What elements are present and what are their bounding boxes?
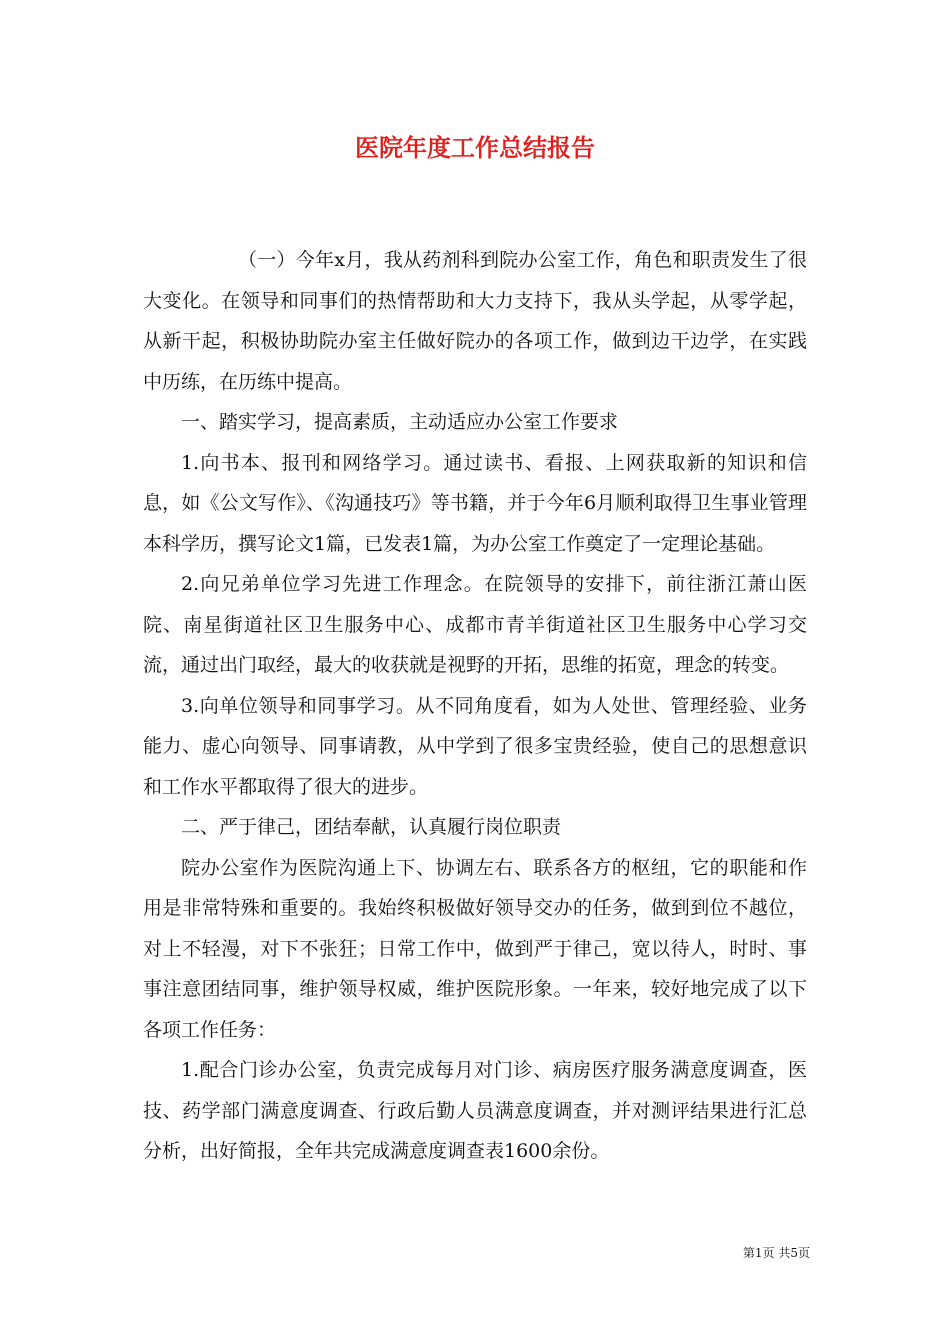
paragraph-item: 3.向单位领导和同事学习。从不同角度看，如为人处世、管理经验、业务能力、虚心向领导、同事请教，从中学到了很多宝贵经验，使自己的思想意识和工作水平都取得了很大的进步。 <box>143 694 807 798</box>
document-title: 医院年度工作总结报告 <box>355 133 595 162</box>
paragraph-intro: （一）今年x月，我从药剂科到院办公室工作，角色和职责发生了很大变化。在领导和同事们的热情帮助和大力支持下，我从头学起，从零学起，从新干起，积极协助院办室主任做好院办的各项工作，做到边干边学，在实践中历练，在历练中提高。 <box>143 249 807 393</box>
section-heading-2: 二、严于律己，团结奉献，认真履行岗位职责 <box>181 816 562 838</box>
document-body <box>143 240 807 1172</box>
paragraph-item: 1.配合门诊办公室，负责完成每月对门诊、病房医疗服务满意度调查，医技、药学部门满意度调查、行政后勤人员满意度调查，并对测评结果进行汇总分析，出好简报，全年共完成满意度调查表1600余份。 <box>143 1059 807 1162</box>
paragraph-item: 2.向兄弟单位学习先进工作理念。在院领导的安排下，前往浙江萧山医院、南星街道社区卫生服务中心、成都市青羊街道社区卫生服务中心学习交流，通过出门取经，最大的收获就是视野的开拓，思维的拓宽，理念的转变。 <box>143 573 807 676</box>
paragraph-body: 院办公室作为医院沟通上下、协调左右、联系各方的枢纽，它的职能和作用是非常特殊和重要的。我始终积极做好领导交办的任务，做到到位不越位，对上不轻漫，对下不张狂；日常工作中，做到严于律己，宽以待人，时时、事事注意团结同事，维护领导权威，维护医院形象。一年来，较好地完成了以下各项工作任务： <box>143 856 807 1041</box>
page-number: 第1页 共5页 <box>742 1246 810 1260</box>
paragraph-item: 1.向书本、报刊和网络学习。通过读书、看报、上网获取新的知识和信息，如《公文写作》、《沟通技巧》等书籍，并于今年6月顺利取得卫生事业管理本科学历，撰写论文1篇，已发表1篇，为办公室工作奠定了一定理论基础。 <box>143 451 807 555</box>
section-heading-1: 一、踏实学习，提高素质，主动适应办公室工作要求 <box>181 411 619 433</box>
